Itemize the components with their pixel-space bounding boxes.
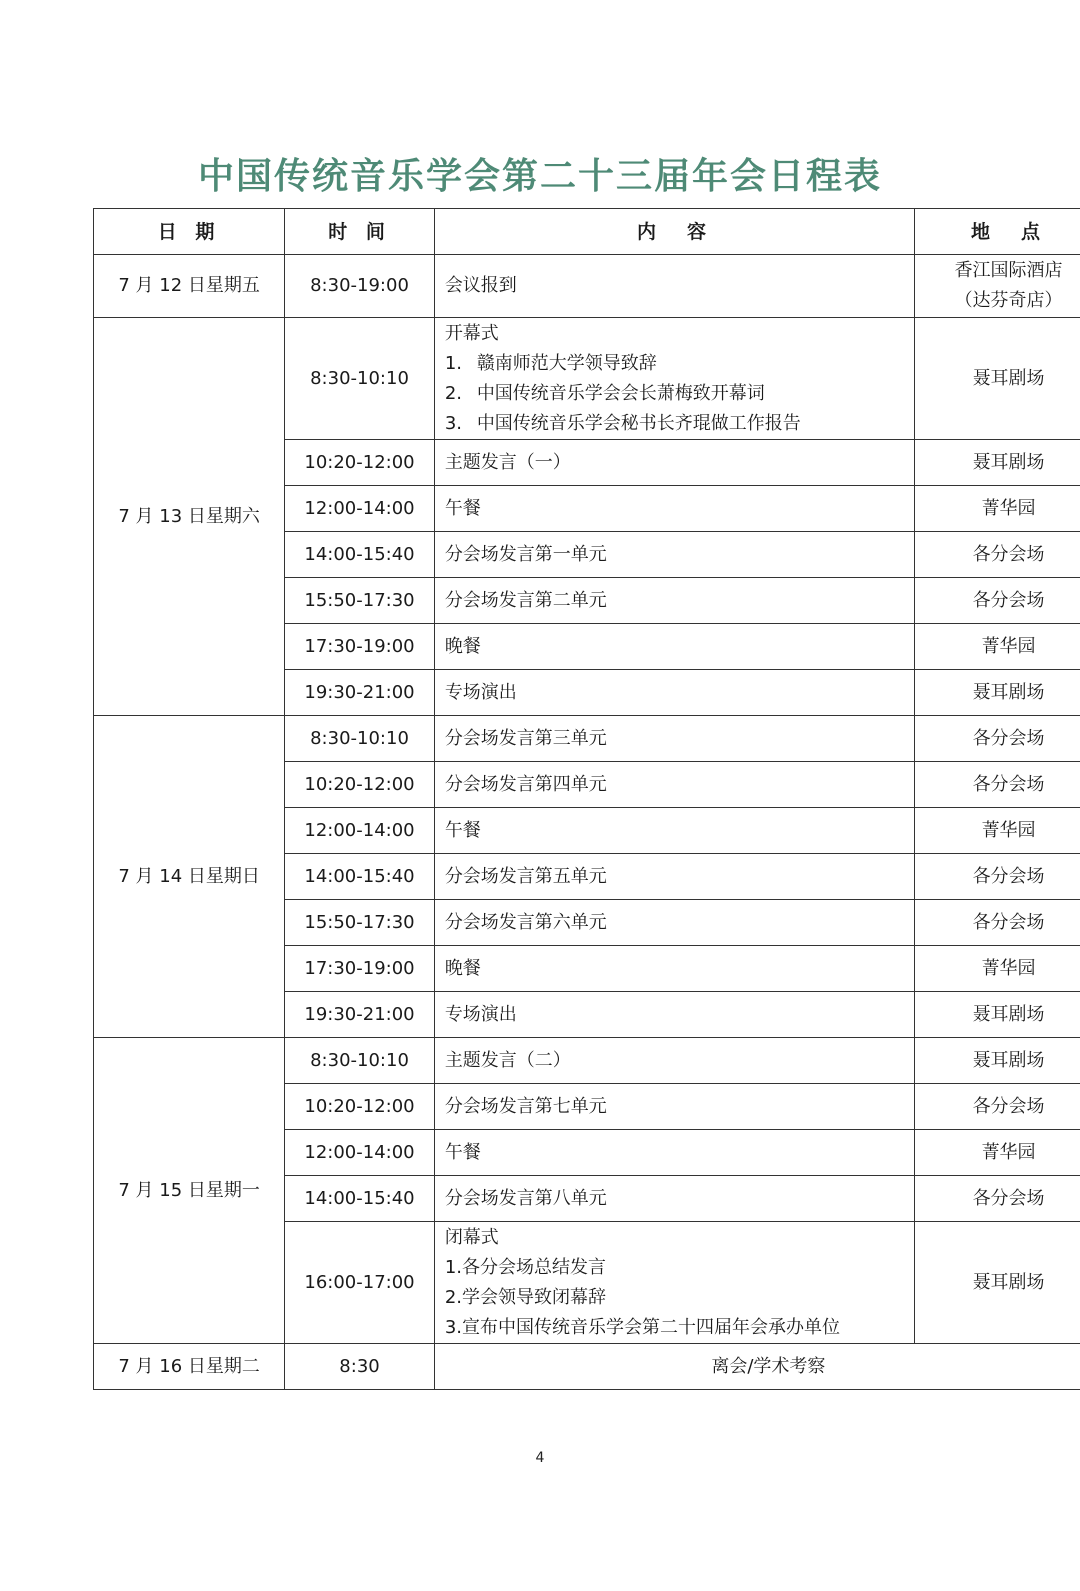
place-cell: 聂耳剧场 [915,992,1080,1038]
header-content: 内 容 [434,209,914,255]
place-cell: 聂耳剧场 [915,440,1080,486]
time-cell: 8:30 [285,1344,435,1390]
table-row [94,318,1080,440]
time-cell: 8:30-10:10 [285,716,435,762]
content-heading: 开幕式 [444,322,499,344]
place-cell: 聂耳剧场 [915,1222,1080,1344]
content-cell: 午餐 [434,486,914,532]
page-title: 中国传统音乐学会第二十三届年会日程表 [197,156,882,197]
content-item: 2. 中国传统音乐学会会长萧梅致开幕词 [444,382,765,404]
time-cell: 17:30-19:00 [285,624,435,670]
time-cell: 12:00-14:00 [285,1130,435,1176]
content-item: 1.各分会场总结发言 [444,1256,606,1278]
content-cell: 分会场发言第五单元 [434,854,914,900]
time-cell: 14:00-15:40 [285,1176,435,1222]
date-cell: 7 月 14 日星期日 [94,716,285,1038]
date-cell: 7 月 15 日星期一 [94,1038,285,1344]
time-cell: 10:20-12:00 [285,440,435,486]
table-row [94,1038,1080,1084]
place-cell: 各分会场 [915,900,1080,946]
place-cell: 各分会场 [915,532,1080,578]
place-cell: 菁华园 [915,808,1080,854]
content-item: 3.宣布中国传统音乐学会第二十四届年会承办单位 [444,1316,840,1338]
content-cell: 分会场发言第七单元 [434,1084,914,1130]
time-cell: 14:00-15:40 [285,532,435,578]
content-item: 2.学会领导致闭幕辞 [444,1286,606,1308]
content-item: 1. 赣南师范大学领导致辞 [444,352,657,374]
content-cell: 午餐 [434,808,914,854]
time-cell: 8:30-10:10 [285,1038,435,1084]
content-cell: 晚餐 [434,946,914,992]
content-cell: 离会/学术考察 [434,1344,1080,1390]
place-cell: 各分会场 [915,1176,1080,1222]
time-cell: 15:50-17:30 [285,578,435,624]
time-cell: 19:30-21:00 [285,992,435,1038]
content-cell [434,318,914,440]
time-cell: 8:30-19:00 [285,255,435,318]
table-row [94,716,1080,762]
table-row [94,1344,1080,1390]
time-cell: 19:30-21:00 [285,670,435,716]
time-cell: 12:00-14:00 [285,808,435,854]
place-cell: 各分会场 [915,854,1080,900]
place-cell: 菁华园 [915,624,1080,670]
content-cell: 分会场发言第八单元 [434,1176,914,1222]
header-place: 地 点 [915,209,1080,255]
place-cell: 聂耳剧场 [915,1038,1080,1084]
content-cell: 主题发言（一） [434,440,914,486]
content-cell: 分会场发言第一单元 [434,532,914,578]
content-item: 3. 中国传统音乐学会秘书长齐琨做工作报告 [444,412,801,434]
content-cell: 分会场发言第四单元 [434,762,914,808]
place-cell: 各分会场 [915,762,1080,808]
place-line: （达芬奇店） [954,290,1063,311]
place-cell: 菁华园 [915,946,1080,992]
content-cell: 专场演出 [434,992,914,1038]
time-cell: 16:00-17:00 [285,1222,435,1344]
place-cell: 菁华园 [915,1130,1080,1176]
time-cell: 12:00-14:00 [285,486,435,532]
content-cell: 午餐 [434,1130,914,1176]
place-cell: 菁华园 [915,486,1080,532]
time-cell: 10:20-12:00 [285,1084,435,1130]
time-cell: 15:50-17:30 [285,900,435,946]
date-cell: 7 月 13 日星期六 [94,318,285,716]
content-cell: 分会场发言第三单元 [434,716,914,762]
place-cell: 各分会场 [915,578,1080,624]
place-cell [915,255,1080,318]
time-cell: 8:30-10:10 [285,318,435,440]
table-header-row [94,209,1080,255]
place-cell: 各分会场 [915,716,1080,762]
content-cell: 分会场发言第二单元 [434,578,914,624]
place-cell: 聂耳剧场 [915,670,1080,716]
header-time: 时 间 [285,209,435,255]
place-cell: 聂耳剧场 [915,318,1080,440]
place-line: 香江国际酒店 [954,260,1063,281]
content-cell: 分会场发言第六单元 [434,900,914,946]
date-cell: 7 月 12 日星期五 [94,255,285,318]
content-heading: 闭幕式 [444,1226,499,1248]
content-cell: 主题发言（二） [434,1038,914,1084]
content-cell [434,1222,914,1344]
table-row [94,255,1080,318]
page-number: 4 [535,1450,545,1466]
place-cell: 各分会场 [915,1084,1080,1130]
content-cell: 晚餐 [434,624,914,670]
content-cell: 会议报到 [434,255,914,318]
time-cell: 14:00-15:40 [285,854,435,900]
time-cell: 10:20-12:00 [285,762,435,808]
time-cell: 17:30-19:00 [285,946,435,992]
header-date: 日 期 [94,209,285,255]
content-cell: 专场演出 [434,670,914,716]
date-cell: 7 月 16 日星期二 [94,1344,285,1390]
schedule-table [93,208,1080,1390]
